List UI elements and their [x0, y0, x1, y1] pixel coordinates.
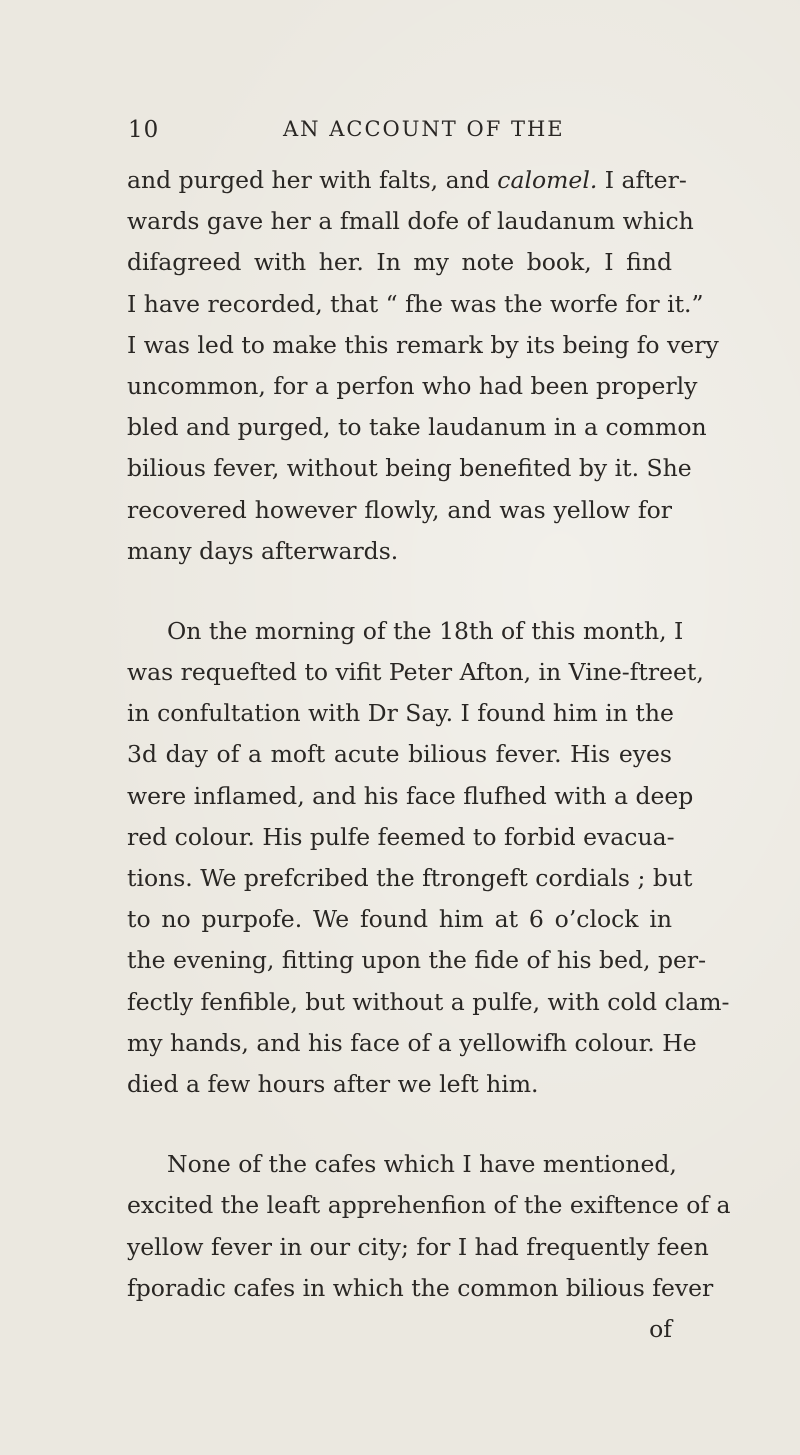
text-line: many days afterwards. [127, 536, 399, 565]
text-line: uncommon, for a perfon who had been properly [127, 371, 698, 400]
text-line: I was led to make this remark by its being fo very [127, 330, 719, 359]
catchword: of [649, 1314, 672, 1343]
text-line: recovered however flowly, and was yellow for [127, 495, 672, 524]
page-number: 10 [128, 117, 160, 143]
paragraph [127, 1144, 731, 1309]
text-line: yellow fever in our city; for I had frequently feen [127, 1232, 709, 1261]
text-line: bled and purged, to take laudanum in a common [127, 413, 707, 442]
running-head: AN ACCOUNT OF THE [283, 117, 565, 141]
paragraph [127, 611, 730, 1105]
text-line: fectly fenfible, but without a pulfe, with cold clam- [127, 987, 730, 1016]
text-line: my hands, and his face of a yellowifh colour. He [127, 1028, 697, 1057]
text-line: was requefted to vifit Peter Afton, in Vine-ftreet, [127, 658, 704, 687]
text-line: 3d day of a moft acute bilious fever. His eyes [127, 740, 672, 769]
text-line: I have recorded, that “ fhe was the worfe for it.” [127, 289, 704, 318]
text-line: excited the leaft apprehenfion of the exiftence of a [127, 1191, 731, 1220]
page-header [0, 117, 800, 147]
text-line: tions. We prefcribed the ftrongeft cordials ; but [127, 864, 693, 892]
text-line: wards gave her a fmall dofe of laudanum which [127, 207, 694, 236]
text-line: bilious fever, without being benefited by it. She [127, 454, 692, 483]
text-line: difagreed with her. In my note book, I find [127, 248, 672, 277]
text-line: were inflamed, and his face flufhed with a deep [127, 781, 694, 810]
text-line: None of the cafes which I have mentioned, [167, 1150, 677, 1179]
text-line: fporadic cafes in which the common bilious fever [127, 1273, 714, 1302]
paragraph [127, 160, 719, 572]
text-line: and purged her with falts, and calomel. I after- [127, 166, 687, 194]
text-line: On the morning of the 18th of this month, I [167, 616, 684, 645]
paragraph-gap [127, 1105, 672, 1144]
text-line: died a few hours after we left him. [127, 1069, 539, 1098]
paragraph-gap [127, 572, 672, 611]
body-text [127, 160, 731, 1350]
text-line: to no purpofe. We found him at 6 o’clock in [127, 905, 672, 934]
text-line: red colour. His pulfe feemed to forbid evacua- [127, 822, 675, 851]
text-line: the evening, fitting upon the fide of his bed, per- [127, 946, 707, 975]
text-line: in confultation with Dr Say. I found him in the [127, 699, 674, 728]
